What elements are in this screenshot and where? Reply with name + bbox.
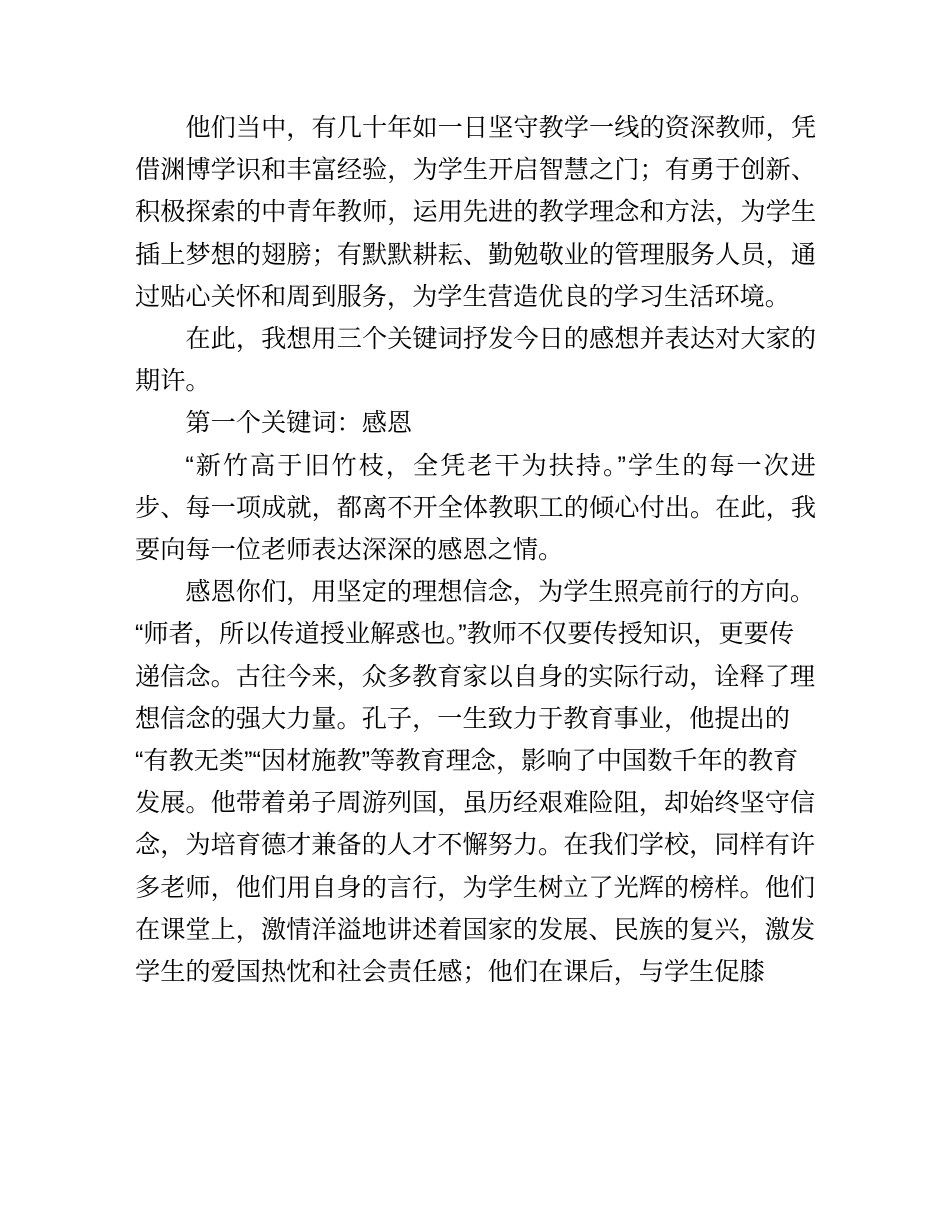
document-body-text-column bbox=[135, 107, 816, 993]
paragraph: 在此，我想用三个关键词抒发今日的感想并表达对大家的期许。 bbox=[135, 325, 816, 396]
paragraph-quotation: “新竹高于旧竹枝，全凭老干为扶持。”学生的每一次进步、每一项成就，都离不开全体教职工的倾心付出。在此，我要向每一位老师表达深深的感恩之情。 bbox=[135, 451, 816, 565]
paragraph: 感恩你们，用坚定的理想信念，为学生照亮前行的方向。“师者，所以传道授业解惑也。”教师不仅要传授知识，更要传递信念。古往今来，众多教育家以自身的实际行动，诠释了理想信念的强大力量。孔子，一生致力于教育事业，他提出的“有教无类”“因材施教”等教育理念，影响了中国数千年的教育发展。他带着弟子周游列国，虽历经艰难险阻，却始终坚守信念，为培育德才兼备的人才不懈努力。在我们学校，同样有许多老师，他们用自身的言行，为学生树立了光辉的榜样。他们在课堂上，激情洋溢地讲述着国家的发展、民族的复兴，激发学生的爱国热忱和社会责任感；他们在课后，与学生促膝 bbox=[135, 578, 816, 987]
paragraph: 他们当中，有几十年如一日坚守教学一线的资深教师，凭借渊博学识和丰富经验，为学生开启智慧之门；有勇于创新、积极探索的中青年教师，运用先进的教学理念和方法，为学生插上梦想的翅膀；有默默耕耘、勤勉敬业的管理服务人员，通过贴心关怀和周到服务，为学生营造优良的学习生活环境。 bbox=[135, 114, 816, 311]
paragraph-keyword-heading: 第一个关键词：感恩 bbox=[185, 409, 413, 438]
